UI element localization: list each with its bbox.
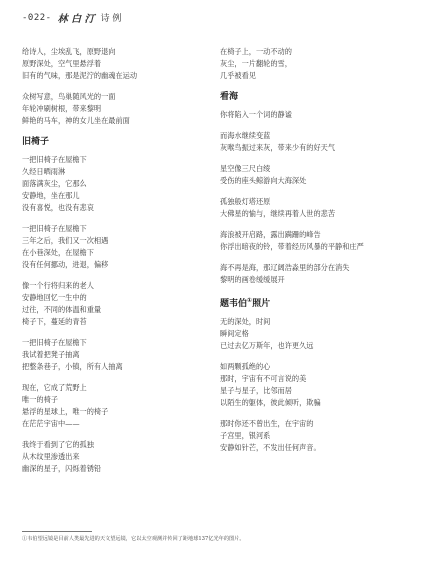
poem-line: 椅子下，蔓延的青苔 <box>22 317 87 326</box>
poem-line: 灰喉鸟振过来灰，带来少有的好天气 <box>220 143 336 152</box>
poem-line: 那时你还不曾出生，在宇宙的 <box>220 419 314 428</box>
poem-line: 一把旧椅子在屋檐下 <box>22 338 87 347</box>
poem-line: 在茫茫宇宙中—— <box>22 419 80 428</box>
poem-line: 悬浮的星球上，唯一的椅子 <box>22 407 109 416</box>
poem-line: 原野深处，空气里悬浮着 <box>22 59 102 68</box>
poem-line: 你浮出暗夜的铃，带着经历风暴的平静和庄严 <box>220 242 364 251</box>
poem-line: 面落满灰尘，它那么 <box>22 179 87 188</box>
poem-line: 一把旧椅子在屋檐下 <box>22 155 87 164</box>
stanza <box>220 196 405 220</box>
stanza <box>220 418 405 454</box>
author-name: 林 白 汀 <box>57 14 95 25</box>
poem-line: 久经日晒雨淋 <box>22 167 66 176</box>
poem-line: 把整条巷子，小镇，所有人抽离 <box>22 362 123 371</box>
poem-line: 唯一的椅子 <box>22 395 58 404</box>
poem-line: 三年之后，我们又一次相遇 <box>22 236 109 245</box>
stanza <box>22 337 197 373</box>
poem-watching-sea <box>220 109 405 286</box>
stanza <box>220 46 405 82</box>
poem-line: 安静地，坐在那儿 <box>22 191 80 200</box>
poem-line: 一把旧椅子在屋檐下 <box>22 224 87 233</box>
stanza <box>22 223 197 271</box>
stanza <box>220 316 405 352</box>
poem-line: 星空像三尺白绫 <box>220 164 271 173</box>
poem-line: 瞬间定格 <box>220 329 249 338</box>
poem-title-prefix: 题韦伯 <box>220 299 248 309</box>
poem-line: 给诗人，尘埃乱飞，原野退向 <box>22 47 116 56</box>
stanza <box>22 382 197 430</box>
stanza <box>220 163 405 187</box>
book-title: 诗 例 <box>100 14 122 24</box>
poem-line: 安静地回忆一生中的 <box>22 293 87 302</box>
poem-line: 安静如针芒，不发出任何声音。 <box>220 443 321 452</box>
stanza <box>22 154 197 214</box>
poem-line: 在小巷深处，在屋檐下 <box>22 248 94 257</box>
poem-line: 受伤的座头鲸游向大海深处 <box>220 176 307 185</box>
poem-line: 众树写意，鸟巢随风光的一面 <box>22 92 116 101</box>
poem-line: 星子与星子，比邻而居 <box>220 386 292 395</box>
stanza <box>220 262 405 286</box>
poem-line: 幽深的星子，闪烁着锈铅 <box>22 464 102 473</box>
poem-line: 而海水继续变蓝 <box>220 131 271 140</box>
stanza <box>220 229 405 253</box>
poem-line: 那时，宇宙有不可言说的美 <box>220 374 307 383</box>
poem-line: 没有任何挪动，进退，偏移 <box>22 260 109 269</box>
poem-line: 已过去亿万斯年，也许更久远 <box>220 341 314 350</box>
poem-line: 我终于看到了它的孤独 <box>22 440 94 449</box>
poem-line: 大佛星的愉与，继续再着人世的悲苦 <box>220 209 336 218</box>
poem-line: 我试着把凳子抽离 <box>22 350 80 359</box>
poem-webb-photo <box>220 316 405 454</box>
stanza <box>22 439 197 475</box>
poem-line: 海浪被开启路，露出蹒跚的峰告 <box>220 230 321 239</box>
poem-line: 以陌生的躯体，彼此倾听，欺骗 <box>220 398 321 407</box>
poem-title-watching-sea: 看海 <box>220 92 239 102</box>
stanza <box>22 46 197 82</box>
poem-line: 如两颗孤绝的心 <box>220 362 271 371</box>
poem-title-webb-photo <box>220 295 405 310</box>
poem-line: 没有喜悦，也没有悲哀 <box>22 203 94 212</box>
poem-line: 你将陷入一个词的静谧 <box>220 110 292 119</box>
footnote-divider <box>22 531 92 532</box>
footnote: ①韦伯望远镜是目前人类最先进的天文望远镜，它以太空观测并传回了距地球137亿光年的图片。 <box>22 536 245 542</box>
poem-line: 鲜艳的马车，神的女儿坐在最前面 <box>22 116 130 125</box>
poem-line: 年轮冲刷树根，带来黎明 <box>22 104 102 113</box>
right-column <box>220 46 405 463</box>
stanza <box>220 361 405 409</box>
poem-line: 海不再是海，那辽阔浩淼里的部分在消失 <box>220 263 350 272</box>
poem-line: 黎明的画卷缓缓展开 <box>220 275 285 284</box>
stanza <box>22 280 197 328</box>
page-number: -022- <box>22 12 52 23</box>
poem-line: 子宫里，银河系 <box>220 431 271 440</box>
stanza <box>220 130 405 154</box>
continued-stanza <box>220 46 405 82</box>
running-header <box>22 10 121 25</box>
poem-line: 无的深处，时间 <box>220 317 271 326</box>
poem-title-old-chair: 旧椅子 <box>22 137 50 147</box>
poem-line: 旧有的气味，那是泥泞的幽魂在运动 <box>22 71 138 80</box>
poem-line: 过往，不同的体温和重量 <box>22 305 102 314</box>
left-column <box>22 46 197 484</box>
poem-line: 几乎被看见 <box>220 71 256 80</box>
poem-title-suffix: 照片 <box>252 299 271 309</box>
stanza <box>220 109 405 121</box>
poem-line: 像一个行将归来的老人 <box>22 281 94 290</box>
poem-line: 从木纹里渗透出来 <box>22 452 80 461</box>
poem-line: 现在，它成了荒野上 <box>22 383 87 392</box>
poem-line: 灰尘，一片翻轮的雪， <box>220 59 292 68</box>
intro-poem <box>22 46 197 127</box>
poem-line: 孤独般灯塔还原 <box>220 197 271 206</box>
stanza <box>22 91 197 127</box>
footnote-mark: ① <box>247 297 253 304</box>
poem-old-chair <box>22 154 197 475</box>
poem-line: 在椅子上，一动不动的 <box>220 47 292 56</box>
